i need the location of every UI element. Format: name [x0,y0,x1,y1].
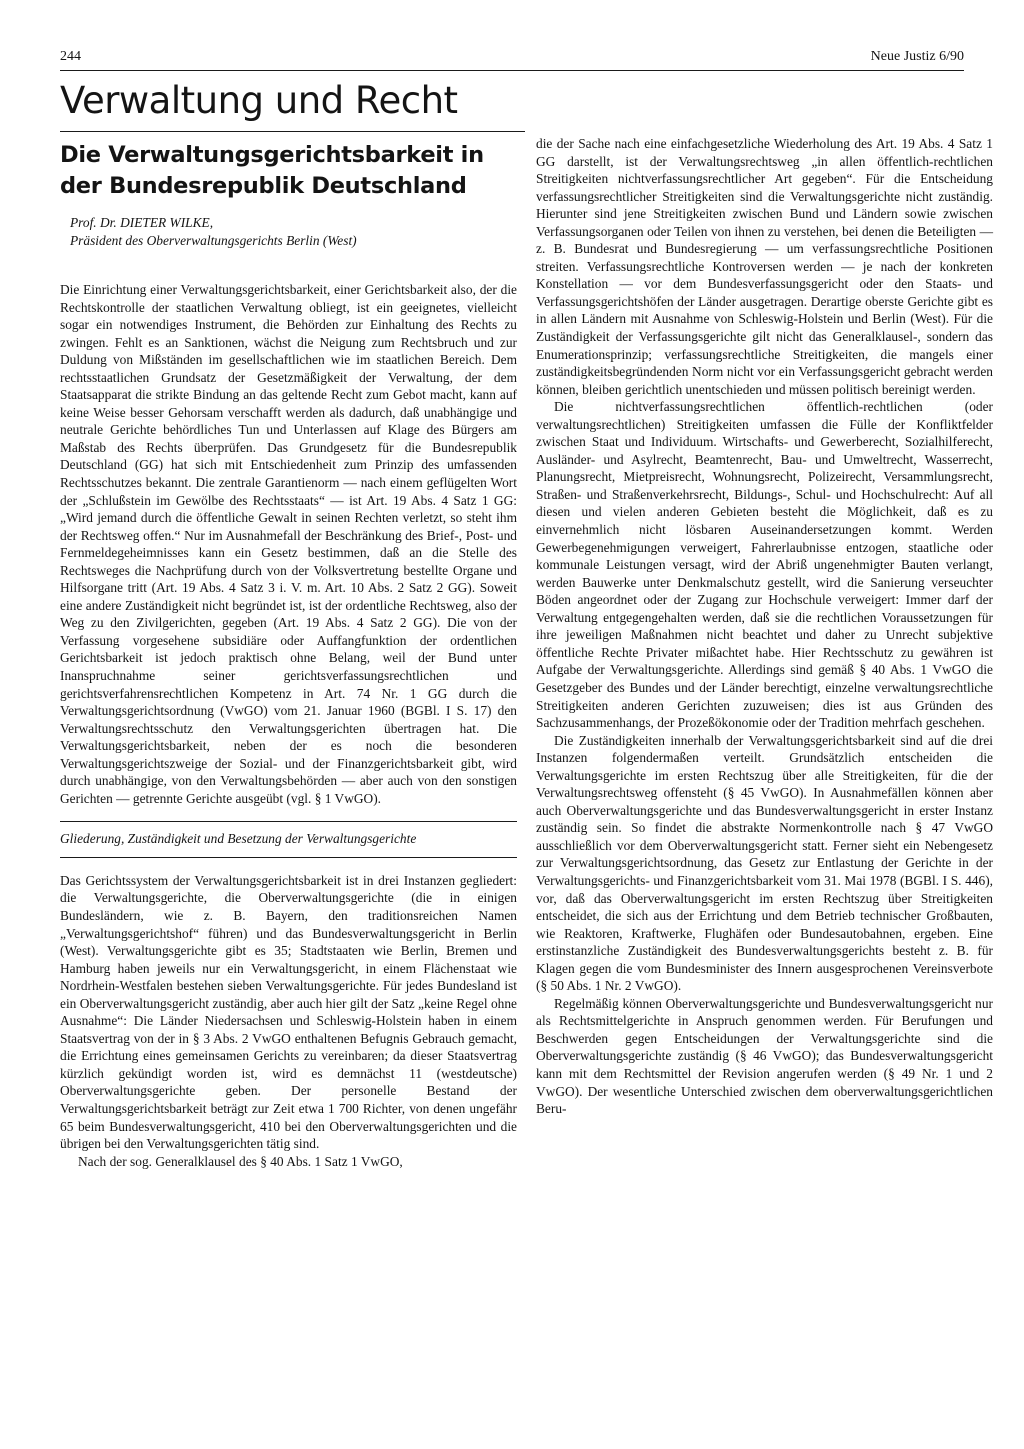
subheading: Gliederung, Zuständigkeit und Besetzung der Verwaltungsgerichte [60,831,417,847]
right-column [536,135,993,1118]
nichtverfassungsrechtliche-paragraph: Die nichtverfassungsrechtlichen öffentlich-rechtlichen (oder verwaltungsrechtlichen) Streitigkeiten umfassen die Fülle der Konfliktfelder zwischen Staat und Individuum. Wirtschafts- und Gewerberecht, Sozialhilferecht, Ausländer- und Asylrecht, Beamtenrecht, Bau- und Umweltrecht, Wasserrecht, Planungsrecht, Mietpreisrecht, Wohnungsrecht, Polizeirecht, Versammlungsrecht, Straßen- und Straßenverkehrsrecht, Bildungs-, Schul- und Hochschulrecht: Auf all diesen und vielen anderen Gebieten besteht die Möglichkeit, daß es zu einvernehmlich nicht lösbaren Auseinandersetzungen kommt. Werden Gewerbegenehmigungen verweigert, Fahrerlaubnisse entzogen, staatliche oder kommunale Leistungen versagt, wird der Abriß ungenehmigter Bauten verlangt, werden Bauwerke unter Denkmalschutz gestellt, wird die Sanierung verseuchter Böden angeordnet oder der Zugang zur Hochschule verweigert: Immer darf der Verwaltung entgegengehalten werden, daß sie die rechtlichen Voraussetzungen für ihre jeweiligen Maßnahmen nicht beachtet und daher zu Unrecht subjektive öffentliche Rechte Privater mißachtet habe. Hier Rechtsschutz zu gewähren ist Aufgabe der Verwaltungsgerichte. Allerdings sind gemäß § 40 Abs. 1 VwGO die Gesetzgeber des Bundes und der Länder berechtigt, einzelne verwaltungsrechtliche Streitigkeiten anderen Gerichten zuzuweisen; dies ist aus Gründen des Sachzusammenhangs, der Prozeßökonomie oder der Tradition mehrfach geschehen. [536,399,993,731]
article-title: Die Verwaltungsgerichtsbarkeit in der Bundesrepublik Deutschland [60,142,484,199]
rechtsmittel-paragraph: Regelmäßig können Oberverwaltungsgerichte und Bundesverwaltungsgericht nur als Rechtsmittelgerichte in Anspruch genommen werden. Für Berufungen und Beschwerden gegen Entscheidungen der Verwaltungsgerichte sind die Oberverwaltungsgerichte zuständig (§ 46 VwGO); das Bundesverwaltungsgericht kann mit dem Rechtsmittel der Revision angerufen werden (§ 49 Nr. 1 und 2 VwGO). Der wesentliche Unterschied zwischen dem oberverwaltungsgerichtlichen Beru- [536,995,993,1117]
section-rule [60,131,525,132]
page-number: 244 [60,49,81,64]
subheading-rule-top [60,821,517,822]
header-rule [60,70,964,71]
journal-issue: Neue Justiz 6/90 [870,49,964,64]
court-system-paragraph: Das Gerichtssystem der Verwaltungsgerichtsbarkeit ist in drei Instanzen gegliedert: die Verwaltungsgerichte, die Oberverwaltungsgerichte (die in einigen Bundesländern, wie z. B. Bayern, den traditionsreichen Namen „Verwaltungsgerichtshof“ führen) und das Bundesverwaltungsgericht in Berlin (West). Verwaltungsgerichte gibt es 35; Stadtstaaten wie Berlin, Bremen und Hamburg haben jeweils nur ein Verwaltungsgericht, in einem Flächenstaat wie Nordrhein-Westfalen bestehen sieben Verwaltungsgerichte. Für jedes Bundesland ist ein Oberverwaltungsgericht zuständig, aber auch hier gilt der Satz „keine Regel ohne Ausnahme“: Die Länder Niedersachsen und Schleswig-Holstein haben in einem Staatsvertrag von der in § 3 Abs. 2 VwGO enthaltenen Befugnis Gebrauch gemacht, die Errichtung eines gemeinsamen Gerichts zu vereinbaren; da dieser Staatsvertrag kürzlich gekündigt worden ist, wird es demnächst 11 (westdeutsche) Oberverwaltungsgerichte geben. Der personelle Bestand der Verwaltungsgerichtsbarkeit beträgt zur Zeit etwa 1 700 Richter, von denen ungefähr 65 beim Bundesverwaltungsgericht, 410 bei den Oberverwaltungsgerichten und die übrigen bei den Verwaltungsgerichten tätig sind. [60,872,517,1152]
zustaendigkeiten-paragraph: Die Zuständigkeiten innerhalb der Verwaltungsgerichtsbarkeit sind auf die drei Instanzen folgendermaßen verteilt. Grundsätzlich entscheiden die Verwaltungsgerichte im ersten Rechtszug über alle Streitigkeiten, für die der Verwaltungsrechtsweg offensteht (§ 45 VwGO). In Ausnahmefällen können aber auch Oberverwaltungsgerichte und das Bundesverwaltungsgericht in erster Instanz zuständig sein. So findet die abstrakte Normenkontrolle nach § 47 VwGO ausschließlich vor dem Oberverwaltungsgericht statt. Ferner sieht ein Nebengesetz zur Verwaltungsgerichtsordnung, das Gesetz zur Entlastung der Gerichte in der Verwaltungsgerichts- und Finanzgerichtsbarkeit vom 31. Mai 1978 (BGBl. I S. 446), vor, daß das Oberverwaltungsgericht im ersten Rechtszug über Streitigkeiten entscheidet, die sich aus der Errichtung und dem Betrieb technischer Großbauten, wie Reaktoren, Kraftwerke, Flughäfen oder Bundesautobahnen, ergeben. Eine erstinstanzliche Zuständigkeit des Bundesverwaltungsgerichts besteht z. B. für Klagen gegen die vom Bundesminister des Innern ausgesprochenen Vereinsverbote (§ 50 Abs. 1 Nr. 2 VwGO). [536,732,993,994]
section-title: Verwaltung und Recht [60,79,458,122]
subheading-rule-bottom [60,857,517,858]
running-head [60,49,964,69]
generalklausel-paragraph: Nach der sog. Generalklausel des § 40 Abs. 1 Satz 1 VwGO, [78,1153,403,1169]
author-name: Prof. Dr. DIETER WILKE, [70,215,214,230]
author-block [70,214,517,249]
intro-paragraph: Die Einrichtung einer Verwaltungsgerichtsbarkeit, einer Gerichtsbarkeit also, der die Rechtskontrolle der staatlichen Verwaltung obliegt, ist ein geeignetes, vielleicht sogar ein notwendiges Instrument, die Behörden zur Einhaltung des Rechts zu zwingen. Fehlt es an Sanktionen, wächst die Neigung zum Rechtsbruch und zur Duldung von Mißständen im gesellschaftlichen wie im staatlichen Bereich. Dem rechtsstaatlichen Grundsatz der Gesetzmäßigkeit der Verwaltung, der dem Staatsapparat die strikte Bindung an das geltende Recht zum Gebot macht, kann auf keine Weise besser Gehorsam verschafft werden als dadurch, daß unabhängige und neutrale Gerichte behördliches Tun und Unterlassen auf Klage des Bürgers am Maßstab des Rechts überprüfen. Das Grundgesetz für die Bundesrepublik Deutschland (GG) hat sich mit Entschiedenheit zum Prinzip des umfassenden Rechtsschutzes bekannt. Die zentrale Garantienorm — nach einem geflügelten Wort der „Schlußstein im Gewölbe des Rechtsstaats“ — ist Art. 19 Abs. 4 Satz 1 GG: „Wird jemand durch die öffentliche Gewalt in seinen Rechten verletzt, so steht ihm der Rechtsweg offen.“ Nur im Ausnahmefall der Beschränkung des Brief-, Post- und Fernmeldegeheimnisses kann ein Gesetz bestimmen, daß an die Stelle des Rechtsweges die Nachprüfung durch von der Volksvertretung bestellte Organe und Hilfsorgane tritt (Art. 19 Abs. 4 Satz 3 i. V. m. Art. 10 Abs. 2 Satz 2 GG). Soweit eine andere Zuständigkeit nicht begründet ist, ist der ordentliche Rechtsweg, also der Weg zu den Zivilgerichten, gegeben (Art. 19 Abs. 4 Satz 2 GG). Die von der Verfassung vorgesehene subsidiäre oder Auffangfunktion der ordentlichen Gerichtsbarkeit ist jedoch praktisch ohne Belang, weil der Bund unter Inanspruchnahme seiner gerichtsverfassungsrechtlichen und gerichtsverfahrensrechtlichen Kompetenz in Art. 74 Nr. 1 GG durch die Verwaltungsgerichtsordnung (VwGO) vom 21. Januar 1960 (BGBl. I S. 17) den Verwaltungsrechtsschutz den Verwaltungsgerichten übertragen hat. Die Verwaltungsgerichtsbarkeit, neben der es noch die besonderen Verwaltungsgerichtszweige der Sozial- und der Finanzgerichtsbarkeit gibt, wird durch unabhängige, von den Verwaltungsbehörden — aber auch von den sonstigen Gerichten — getrennte Gerichte ausgeübt (vgl. § 1 VwGO). [60,282,517,806]
continuation-paragraph: die der Sache nach eine einfachgesetzliche Wiederholung des Art. 19 Abs. 4 Satz 1 GG darstellt, ist der Verwaltungsrechtsweg „in allen öffentlich-rechtlichen Streitigkeiten nichtverfassungsrechtlicher Art gegeben“. Für die Entscheidung verfassungsrechtlicher Streitigkeiten sind die Verwaltungsgerichte nicht zuständig. Hierunter sind jene Streitigkeiten zwischen Bund und Ländern sowie zwischen Verfassungsorganen oder Teilen von ihnen zu verstehen, bei denen die Beteiligten — z. B. Bundesrat und Bundesregierung — um verfassungsrechtliche Positionen streiten. Verfassungsrechtliche Kontroversen werden — je nach der konkreten Konstellation — vor dem Bundesverfassungsgericht oder den Staats- und Verfassungsgerichtshöfen der Länder ausgetragen. Derartige oberste Gerichte gibt es in allen Ländern mit Ausnahme von Schleswig-Holstein und Berlin (West). Für die Zuständigkeit der Verfassungsgerichte gilt nicht das Generalklausel-, sondern das Enumerationsprinzip; verfassungsrechtliche Streitigkeiten, die mangels einer zuständigkeitsbegründenden Norm nicht vor ein Verfassungsgericht gebracht werden können, bleiben gerichtlich unentschieden und müssen politisch bereinigt werden. [536,136,993,397]
left-column [60,140,517,1170]
author-position: Präsident des Oberverwaltungsgerichts Berlin (West) [70,232,357,248]
